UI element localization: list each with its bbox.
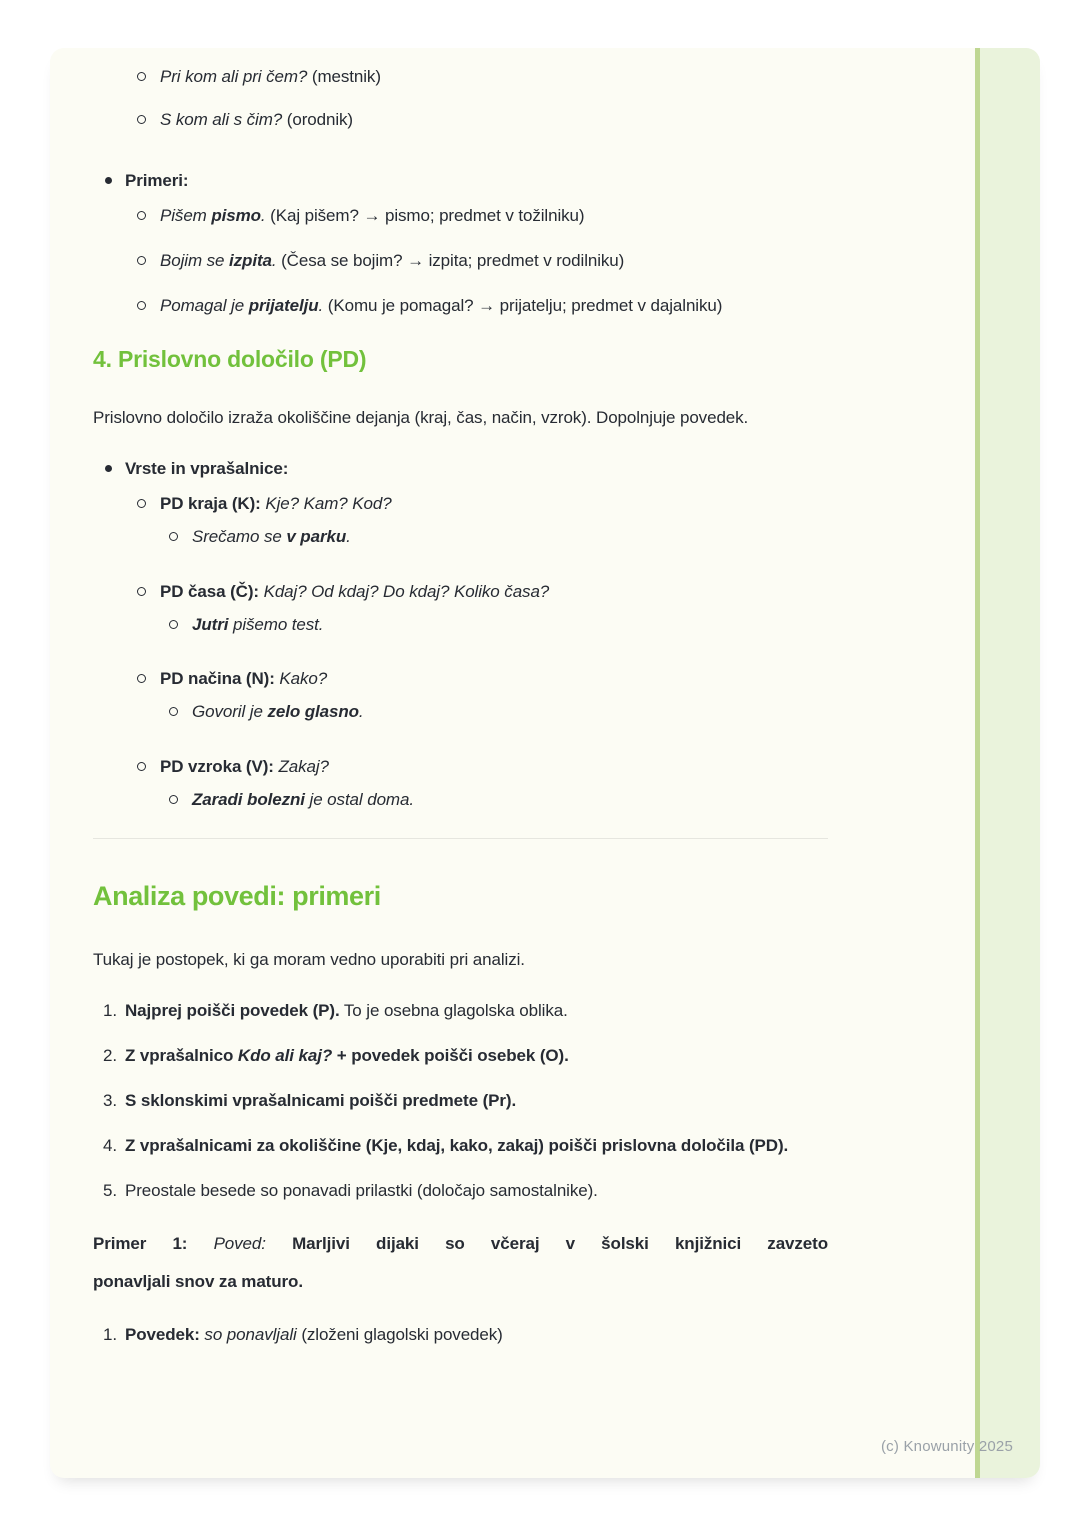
list-item xyxy=(93,994,828,1027)
example-tail: . xyxy=(358,702,364,721)
section-heading-prislovno-dolocilo: 4. Prislovno določilo (PD) xyxy=(93,346,367,372)
primer-sentence: ponavljali snov za maturo. xyxy=(93,1272,303,1291)
step-number: 5. xyxy=(103,1181,117,1200)
note-page-card xyxy=(50,48,1040,1478)
step-normal: To je osebna glagolska oblika. xyxy=(339,1001,568,1020)
circle-bullet-icon xyxy=(137,211,146,220)
primeri-examples xyxy=(125,199,828,322)
primer-label: Primer 1: xyxy=(93,1234,188,1253)
circle-bullet-icon xyxy=(137,587,146,596)
step-number: 4. xyxy=(103,1136,117,1155)
example-strong: izpita xyxy=(229,251,272,270)
pd-type-example-list xyxy=(160,608,828,641)
step-number: 3. xyxy=(103,1091,117,1110)
step-bold: Najprej poišči povedek (P). xyxy=(125,1001,340,1020)
case-name: (mestnik) xyxy=(311,67,381,86)
vrste-list xyxy=(93,452,828,816)
pd-types-list xyxy=(125,487,828,816)
list-item xyxy=(93,1318,828,1351)
circle-bullet-icon xyxy=(137,256,146,265)
example-tail: pišemo test. xyxy=(228,615,324,634)
pd-type-example-list xyxy=(160,783,828,816)
list-item xyxy=(93,1129,828,1162)
case-question: Pri kom ali pri čem? xyxy=(160,67,308,86)
section-intro: Prislovno določilo izraža okoliščine dejanja (kraj, čas, način, vzrok). Dopolnjuje povedek. xyxy=(93,408,749,427)
section-heading-analiza-povedi: Analiza povedi: primeri xyxy=(93,881,381,911)
example-tail: . xyxy=(260,206,266,225)
list-item xyxy=(93,103,828,136)
list-item xyxy=(125,750,828,816)
list-item xyxy=(125,289,828,322)
list-item xyxy=(160,783,828,816)
list-item xyxy=(93,164,828,322)
list-item xyxy=(160,608,828,641)
pd-type-questions: Kako? xyxy=(279,669,328,688)
circle-bullet-icon xyxy=(137,762,146,771)
povedek-label: Povedek: xyxy=(125,1325,200,1344)
example-strong: pismo xyxy=(211,206,261,225)
list-item xyxy=(93,60,828,93)
step-number: 2. xyxy=(103,1046,117,1065)
circle-bullet-icon xyxy=(169,620,178,629)
povedek-note: (zloženi glagolski povedek) xyxy=(301,1325,503,1344)
list-item xyxy=(93,1039,828,1072)
circle-bullet-icon xyxy=(137,301,146,310)
circle-bullet-icon xyxy=(169,532,178,541)
circle-bullet-icon xyxy=(137,115,146,124)
example-lead: Pomagal je xyxy=(160,296,249,315)
example-note: (Česa se bojim? → izpita; predmet v rodilniku) xyxy=(281,251,625,270)
example-tail: . xyxy=(318,296,324,315)
pd-type-label: PD kraja (K): xyxy=(160,494,261,513)
analysis-intro: Tukaj je postopek, ki ga moram vedno uporabiti pri analizi. xyxy=(93,950,525,969)
circle-bullet-icon xyxy=(137,674,146,683)
list-item xyxy=(125,199,828,232)
primeri-label: Primeri: xyxy=(125,171,189,190)
circle-bullet-icon xyxy=(137,72,146,81)
primer-sentence: Marljivi dijaki so včeraj v šolski knjižnici zavzeto xyxy=(292,1234,829,1253)
primer-1-analysis-list xyxy=(93,1318,828,1351)
primer-1-paragraph xyxy=(93,1225,828,1301)
example-lead: Pišem xyxy=(160,206,212,225)
case-question-list xyxy=(93,60,828,136)
pd-type-label: PD časa (Č): xyxy=(160,582,259,601)
example-lead: Srečamo se xyxy=(192,527,287,546)
circle-bullet-icon xyxy=(169,795,178,804)
disc-bullet-icon xyxy=(105,465,112,472)
circle-bullet-icon xyxy=(169,707,178,716)
example-strong: Zaradi bolezni xyxy=(192,790,305,809)
povedek-value: so ponavljali xyxy=(199,1325,302,1344)
step-bold: Z vprašalnico xyxy=(125,1046,238,1065)
list-item xyxy=(93,1174,828,1207)
list-item xyxy=(160,520,828,553)
copyright-watermark: (c) Knowunity 2025 xyxy=(880,1438,1013,1455)
pd-type-questions: Kje? Kam? Kod? xyxy=(265,494,392,513)
primer-1-line-2 xyxy=(93,1263,828,1301)
case-name: (orodnik) xyxy=(286,110,353,129)
example-strong: Jutri xyxy=(192,615,229,634)
list-item xyxy=(125,244,828,277)
list-item xyxy=(160,695,828,728)
step-bold-after: + povedek poišči osebek (O). xyxy=(332,1046,569,1065)
pd-type-questions: Kdaj? Od kdaj? Do kdaj? Koliko časa? xyxy=(263,582,550,601)
example-note: (Kaj pišem? → pismo; predmet v tožilniku) xyxy=(270,206,585,225)
list-item xyxy=(125,662,828,728)
primeri-list xyxy=(93,164,828,322)
example-lead: Bojim se xyxy=(160,251,230,270)
example-tail: je ostal doma. xyxy=(304,790,414,809)
list-item xyxy=(125,487,828,553)
example-tail: . xyxy=(271,251,277,270)
example-lead: Govoril je xyxy=(192,702,268,721)
step-number: 1. xyxy=(103,1325,117,1344)
list-item xyxy=(125,575,828,641)
pd-type-example-list xyxy=(160,520,828,553)
step-number: 1. xyxy=(103,1001,117,1020)
circle-bullet-icon xyxy=(137,499,146,508)
example-strong: zelo glasno xyxy=(267,702,359,721)
step-normal: Preostale besede so ponavadi prilastki (določajo samostalnike). xyxy=(125,1181,598,1200)
poved-label: Poved: xyxy=(213,1234,266,1253)
analysis-steps-list xyxy=(93,994,828,1207)
disc-bullet-icon xyxy=(105,177,112,184)
case-question: S kom ali s čim? xyxy=(160,110,283,129)
example-strong: prijatelju xyxy=(248,296,319,315)
pd-type-example-list xyxy=(160,695,828,728)
list-item xyxy=(93,1084,828,1117)
step-bold-italic: Kdo ali kaj? xyxy=(237,1046,333,1065)
primer-1-line-1 xyxy=(93,1225,828,1263)
list-item xyxy=(93,452,828,816)
vrste-label: Vrste in vprašalnice: xyxy=(125,459,289,478)
step-bold: Z vprašalnicami za okoliščine (Kje, kdaj, kako, zakaj) poišči prislovna določila (PD). xyxy=(125,1136,789,1155)
example-tail: . xyxy=(346,527,351,546)
step-bold: S sklonskimi vprašalnicami poišči predmete (Pr). xyxy=(125,1091,517,1110)
page-content xyxy=(50,48,1040,1478)
pd-type-questions: Zakaj? xyxy=(278,757,329,776)
section-divider xyxy=(93,838,828,839)
example-strong: v parku xyxy=(286,527,347,546)
pd-type-label: PD načina (N): xyxy=(160,669,275,688)
example-note: (Komu je pomagal? → prijatelju; predmet v dajalniku) xyxy=(327,296,723,315)
pd-type-label: PD vzroka (V): xyxy=(160,757,274,776)
